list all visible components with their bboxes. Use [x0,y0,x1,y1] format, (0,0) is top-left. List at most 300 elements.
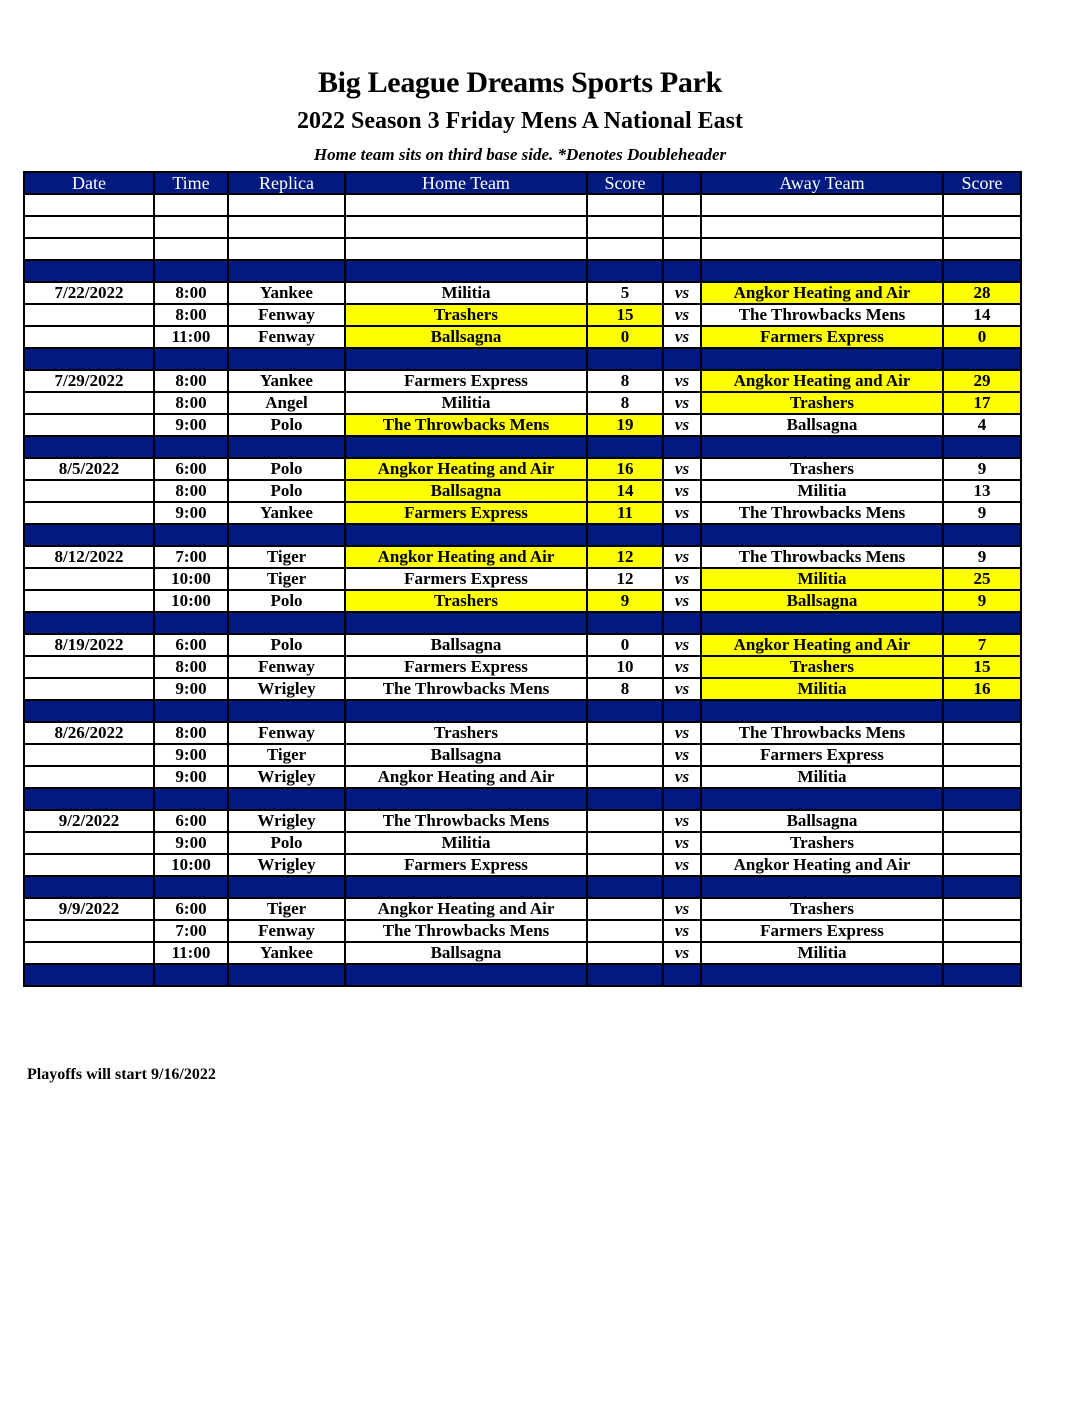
game-date: 7/29/2022 [24,370,154,392]
game-field: Wrigley [228,766,345,788]
game-time: 7:00 [154,546,228,568]
game-time: 11:00 [154,942,228,964]
separator-cell [228,788,345,810]
separator-cell [228,964,345,986]
empty-row [24,216,1021,238]
separator-cell [701,700,943,722]
separator-cell [701,260,943,282]
empty-cell [663,238,701,260]
vs-label: vs [663,722,701,744]
game-time: 8:00 [154,656,228,678]
separator-cell [154,700,228,722]
empty-cell [345,216,587,238]
separator-cell [228,700,345,722]
home-team: Farmers Express [345,502,587,524]
away-team: Ballsagna [701,590,943,612]
separator-cell [154,348,228,370]
game-row [24,392,1021,414]
home-team: Ballsagna [345,326,587,348]
separator-cell [701,876,943,898]
separator-cell [943,436,1021,458]
home-score: 5 [587,282,663,304]
playoffs-note: Playoffs will start 9/16/2022 [27,1066,216,1083]
schedule-table [23,171,1022,987]
week-separator [24,612,1021,634]
col-header-away-score: Score [943,172,1021,194]
separator-cell [663,964,701,986]
page-subtitle: 2022 Season 3 Friday Mens A National East [296,108,744,134]
away-team: Farmers Express [701,326,943,348]
game-field: Angel [228,392,345,414]
empty-cell [24,216,154,238]
game-time: 6:00 [154,810,228,832]
separator-cell [24,524,154,546]
away-score [943,832,1021,854]
empty-cell [587,238,663,260]
home-team: Farmers Express [345,568,587,590]
away-team: Angkor Heating and Air [701,634,943,656]
empty-cell [154,238,228,260]
game-date [24,656,154,678]
away-team: Trashers [701,832,943,854]
game-time: 6:00 [154,898,228,920]
game-date [24,920,154,942]
separator-cell [154,876,228,898]
col-header-home-score: Score [587,172,663,194]
away-team: Ballsagna [701,414,943,436]
game-row [24,304,1021,326]
home-score [587,942,663,964]
away-team: Militia [701,568,943,590]
empty-cell [345,194,587,216]
separator-cell [154,260,228,282]
week-separator [24,436,1021,458]
vs-label: vs [663,766,701,788]
away-score: 4 [943,414,1021,436]
away-score [943,942,1021,964]
vs-label: vs [663,920,701,942]
away-team: Militia [701,766,943,788]
separator-cell [663,524,701,546]
separator-cell [154,524,228,546]
vs-label: vs [663,634,701,656]
game-date [24,678,154,700]
away-team: Militia [701,480,943,502]
home-team: The Throwbacks Mens [345,810,587,832]
empty-cell [663,216,701,238]
home-score [587,744,663,766]
away-team: Trashers [701,392,943,414]
away-score [943,898,1021,920]
away-score: 15 [943,656,1021,678]
game-time: 8:00 [154,282,228,304]
vs-label: vs [663,304,701,326]
separator-cell [663,700,701,722]
game-date: 9/2/2022 [24,810,154,832]
separator-cell [587,348,663,370]
week-separator [24,348,1021,370]
home-team: Angkor Heating and Air [345,766,587,788]
game-date: 8/5/2022 [24,458,154,480]
game-time: 9:00 [154,832,228,854]
away-score: 7 [943,634,1021,656]
separator-cell [345,700,587,722]
week-separator [24,260,1021,282]
game-row [24,282,1021,304]
away-score: 16 [943,678,1021,700]
separator-cell [587,612,663,634]
vs-label: vs [663,656,701,678]
home-team: Farmers Express [345,656,587,678]
home-score: 8 [587,392,663,414]
game-date [24,744,154,766]
away-team: Trashers [701,656,943,678]
vs-label: vs [663,392,701,414]
separator-cell [345,788,587,810]
away-team: Trashers [701,898,943,920]
separator-cell [663,436,701,458]
game-time: 6:00 [154,634,228,656]
vs-label: vs [663,370,701,392]
game-field: Tiger [228,898,345,920]
empty-cell [701,238,943,260]
home-team: The Throwbacks Mens [345,920,587,942]
home-score: 9 [587,590,663,612]
game-date [24,326,154,348]
game-field: Fenway [228,326,345,348]
away-score [943,722,1021,744]
game-field: Polo [228,634,345,656]
separator-cell [24,700,154,722]
schedule-note: Home team sits on third base side. *Denotes Doubleheader [313,145,727,164]
home-team: Militia [345,282,587,304]
away-team: Militia [701,678,943,700]
game-row [24,656,1021,678]
separator-cell [701,612,943,634]
separator-cell [701,348,943,370]
game-date [24,568,154,590]
separator-cell [228,260,345,282]
separator-cell [228,436,345,458]
vs-label: vs [663,326,701,348]
game-date [24,590,154,612]
separator-cell [587,876,663,898]
separator-cell [663,788,701,810]
week-separator [24,700,1021,722]
away-score [943,766,1021,788]
game-date [24,304,154,326]
separator-cell [345,964,587,986]
separator-cell [943,876,1021,898]
away-team: Ballsagna [701,810,943,832]
away-score: 9 [943,502,1021,524]
separator-cell [154,612,228,634]
game-field: Fenway [228,656,345,678]
game-time: 8:00 [154,722,228,744]
game-row [24,920,1021,942]
home-team: Trashers [345,722,587,744]
home-team: The Throwbacks Mens [345,414,587,436]
home-score: 0 [587,326,663,348]
game-field: Polo [228,590,345,612]
home-score: 12 [587,546,663,568]
col-header-replica: Replica [228,172,345,194]
separator-cell [154,964,228,986]
separator-cell [24,348,154,370]
empty-row [24,238,1021,260]
game-date [24,942,154,964]
game-row [24,832,1021,854]
away-score: 14 [943,304,1021,326]
separator-cell [345,348,587,370]
game-field: Fenway [228,304,345,326]
away-score [943,854,1021,876]
separator-cell [587,964,663,986]
week-separator [24,964,1021,986]
empty-cell [943,216,1021,238]
home-score: 8 [587,370,663,392]
away-score [943,810,1021,832]
away-score: 25 [943,568,1021,590]
away-team: The Throwbacks Mens [701,722,943,744]
game-date: 9/9/2022 [24,898,154,920]
home-team: Angkor Heating and Air [345,458,587,480]
game-row [24,634,1021,656]
game-field: Fenway [228,722,345,744]
game-time: 10:00 [154,590,228,612]
separator-cell [345,876,587,898]
game-field: Wrigley [228,810,345,832]
vs-label: vs [663,546,701,568]
game-field: Polo [228,414,345,436]
separator-cell [24,788,154,810]
home-score: 14 [587,480,663,502]
away-team: The Throwbacks Mens [701,502,943,524]
game-row [24,502,1021,524]
vs-label: vs [663,854,701,876]
game-field: Yankee [228,502,345,524]
home-team: Farmers Express [345,854,587,876]
away-team: The Throwbacks Mens [701,546,943,568]
home-score: 10 [587,656,663,678]
game-date [24,832,154,854]
game-time: 6:00 [154,458,228,480]
game-row [24,546,1021,568]
vs-label: vs [663,590,701,612]
empty-cell [228,194,345,216]
separator-cell [701,964,943,986]
separator-cell [943,524,1021,546]
empty-cell [24,194,154,216]
separator-cell [701,524,943,546]
away-team: Militia [701,942,943,964]
home-team: Ballsagna [345,744,587,766]
empty-cell [587,216,663,238]
col-header-date: Date [24,172,154,194]
header-row [24,172,1021,194]
game-date: 8/12/2022 [24,546,154,568]
game-row [24,370,1021,392]
game-row [24,722,1021,744]
home-score: 8 [587,678,663,700]
home-score: 0 [587,634,663,656]
separator-cell [943,260,1021,282]
vs-label: vs [663,678,701,700]
game-field: Polo [228,458,345,480]
home-score: 11 [587,502,663,524]
away-score: 28 [943,282,1021,304]
game-row [24,568,1021,590]
separator-cell [24,964,154,986]
col-header-away-team: Away Team [701,172,943,194]
vs-label: vs [663,832,701,854]
home-score [587,810,663,832]
away-team: Farmers Express [701,920,943,942]
game-row [24,414,1021,436]
empty-cell [701,194,943,216]
game-row [24,942,1021,964]
game-time: 8:00 [154,304,228,326]
away-score: 9 [943,590,1021,612]
home-team: Angkor Heating and Air [345,546,587,568]
game-row [24,810,1021,832]
game-time: 10:00 [154,568,228,590]
separator-cell [228,612,345,634]
separator-cell [943,700,1021,722]
empty-cell [701,216,943,238]
separator-cell [587,524,663,546]
col-header-vs [663,172,701,194]
separator-cell [663,260,701,282]
separator-cell [228,348,345,370]
away-score: 9 [943,546,1021,568]
separator-cell [701,788,943,810]
separator-cell [943,964,1021,986]
game-date [24,502,154,524]
separator-cell [24,260,154,282]
game-field: Tiger [228,568,345,590]
separator-cell [587,700,663,722]
game-time: 10:00 [154,854,228,876]
empty-row [24,194,1021,216]
vs-label: vs [663,568,701,590]
away-score: 13 [943,480,1021,502]
home-score [587,766,663,788]
game-field: Yankee [228,370,345,392]
home-team: Trashers [345,304,587,326]
game-row [24,744,1021,766]
home-team: Trashers [345,590,587,612]
game-row [24,458,1021,480]
away-score [943,920,1021,942]
empty-cell [154,216,228,238]
empty-cell [587,194,663,216]
separator-cell [24,436,154,458]
home-team: Ballsagna [345,942,587,964]
separator-cell [943,788,1021,810]
away-score: 29 [943,370,1021,392]
home-score [587,898,663,920]
separator-cell [587,260,663,282]
vs-label: vs [663,810,701,832]
empty-cell [943,238,1021,260]
empty-cell [345,238,587,260]
game-date: 8/26/2022 [24,722,154,744]
game-row [24,766,1021,788]
home-score [587,832,663,854]
separator-cell [943,348,1021,370]
game-time: 9:00 [154,766,228,788]
home-team: Militia [345,392,587,414]
separator-cell [701,436,943,458]
game-field: Yankee [228,942,345,964]
away-score: 9 [943,458,1021,480]
game-date: 7/22/2022 [24,282,154,304]
home-score: 19 [587,414,663,436]
game-field: Wrigley [228,678,345,700]
schedule-body [24,194,1021,986]
separator-cell [943,612,1021,634]
away-score [943,744,1021,766]
separator-cell [228,876,345,898]
home-team: Ballsagna [345,634,587,656]
game-row [24,678,1021,700]
empty-cell [228,238,345,260]
away-team: The Throwbacks Mens [701,304,943,326]
game-row [24,590,1021,612]
game-time: 8:00 [154,480,228,502]
away-team: Trashers [701,458,943,480]
game-field: Polo [228,832,345,854]
game-date [24,414,154,436]
page-title: Big League Dreams Sports Park [317,66,723,99]
home-score [587,920,663,942]
game-time: 9:00 [154,744,228,766]
game-field: Yankee [228,282,345,304]
away-team: Angkor Heating and Air [701,370,943,392]
week-separator [24,876,1021,898]
game-row [24,480,1021,502]
separator-cell [345,260,587,282]
empty-cell [24,238,154,260]
empty-cell [228,216,345,238]
game-time: 7:00 [154,920,228,942]
vs-label: vs [663,414,701,436]
game-date [24,766,154,788]
home-score [587,854,663,876]
away-team: Farmers Express [701,744,943,766]
vs-label: vs [663,942,701,964]
game-time: 9:00 [154,502,228,524]
separator-cell [663,876,701,898]
game-time: 8:00 [154,392,228,414]
away-team: Angkor Heating and Air [701,282,943,304]
separator-cell [228,524,345,546]
home-score: 12 [587,568,663,590]
game-date: 8/19/2022 [24,634,154,656]
game-row [24,898,1021,920]
separator-cell [663,348,701,370]
game-field: Tiger [228,546,345,568]
week-separator [24,788,1021,810]
game-field: Polo [228,480,345,502]
separator-cell [154,436,228,458]
separator-cell [345,436,587,458]
home-score: 16 [587,458,663,480]
separator-cell [587,436,663,458]
separator-cell [24,612,154,634]
away-score: 17 [943,392,1021,414]
